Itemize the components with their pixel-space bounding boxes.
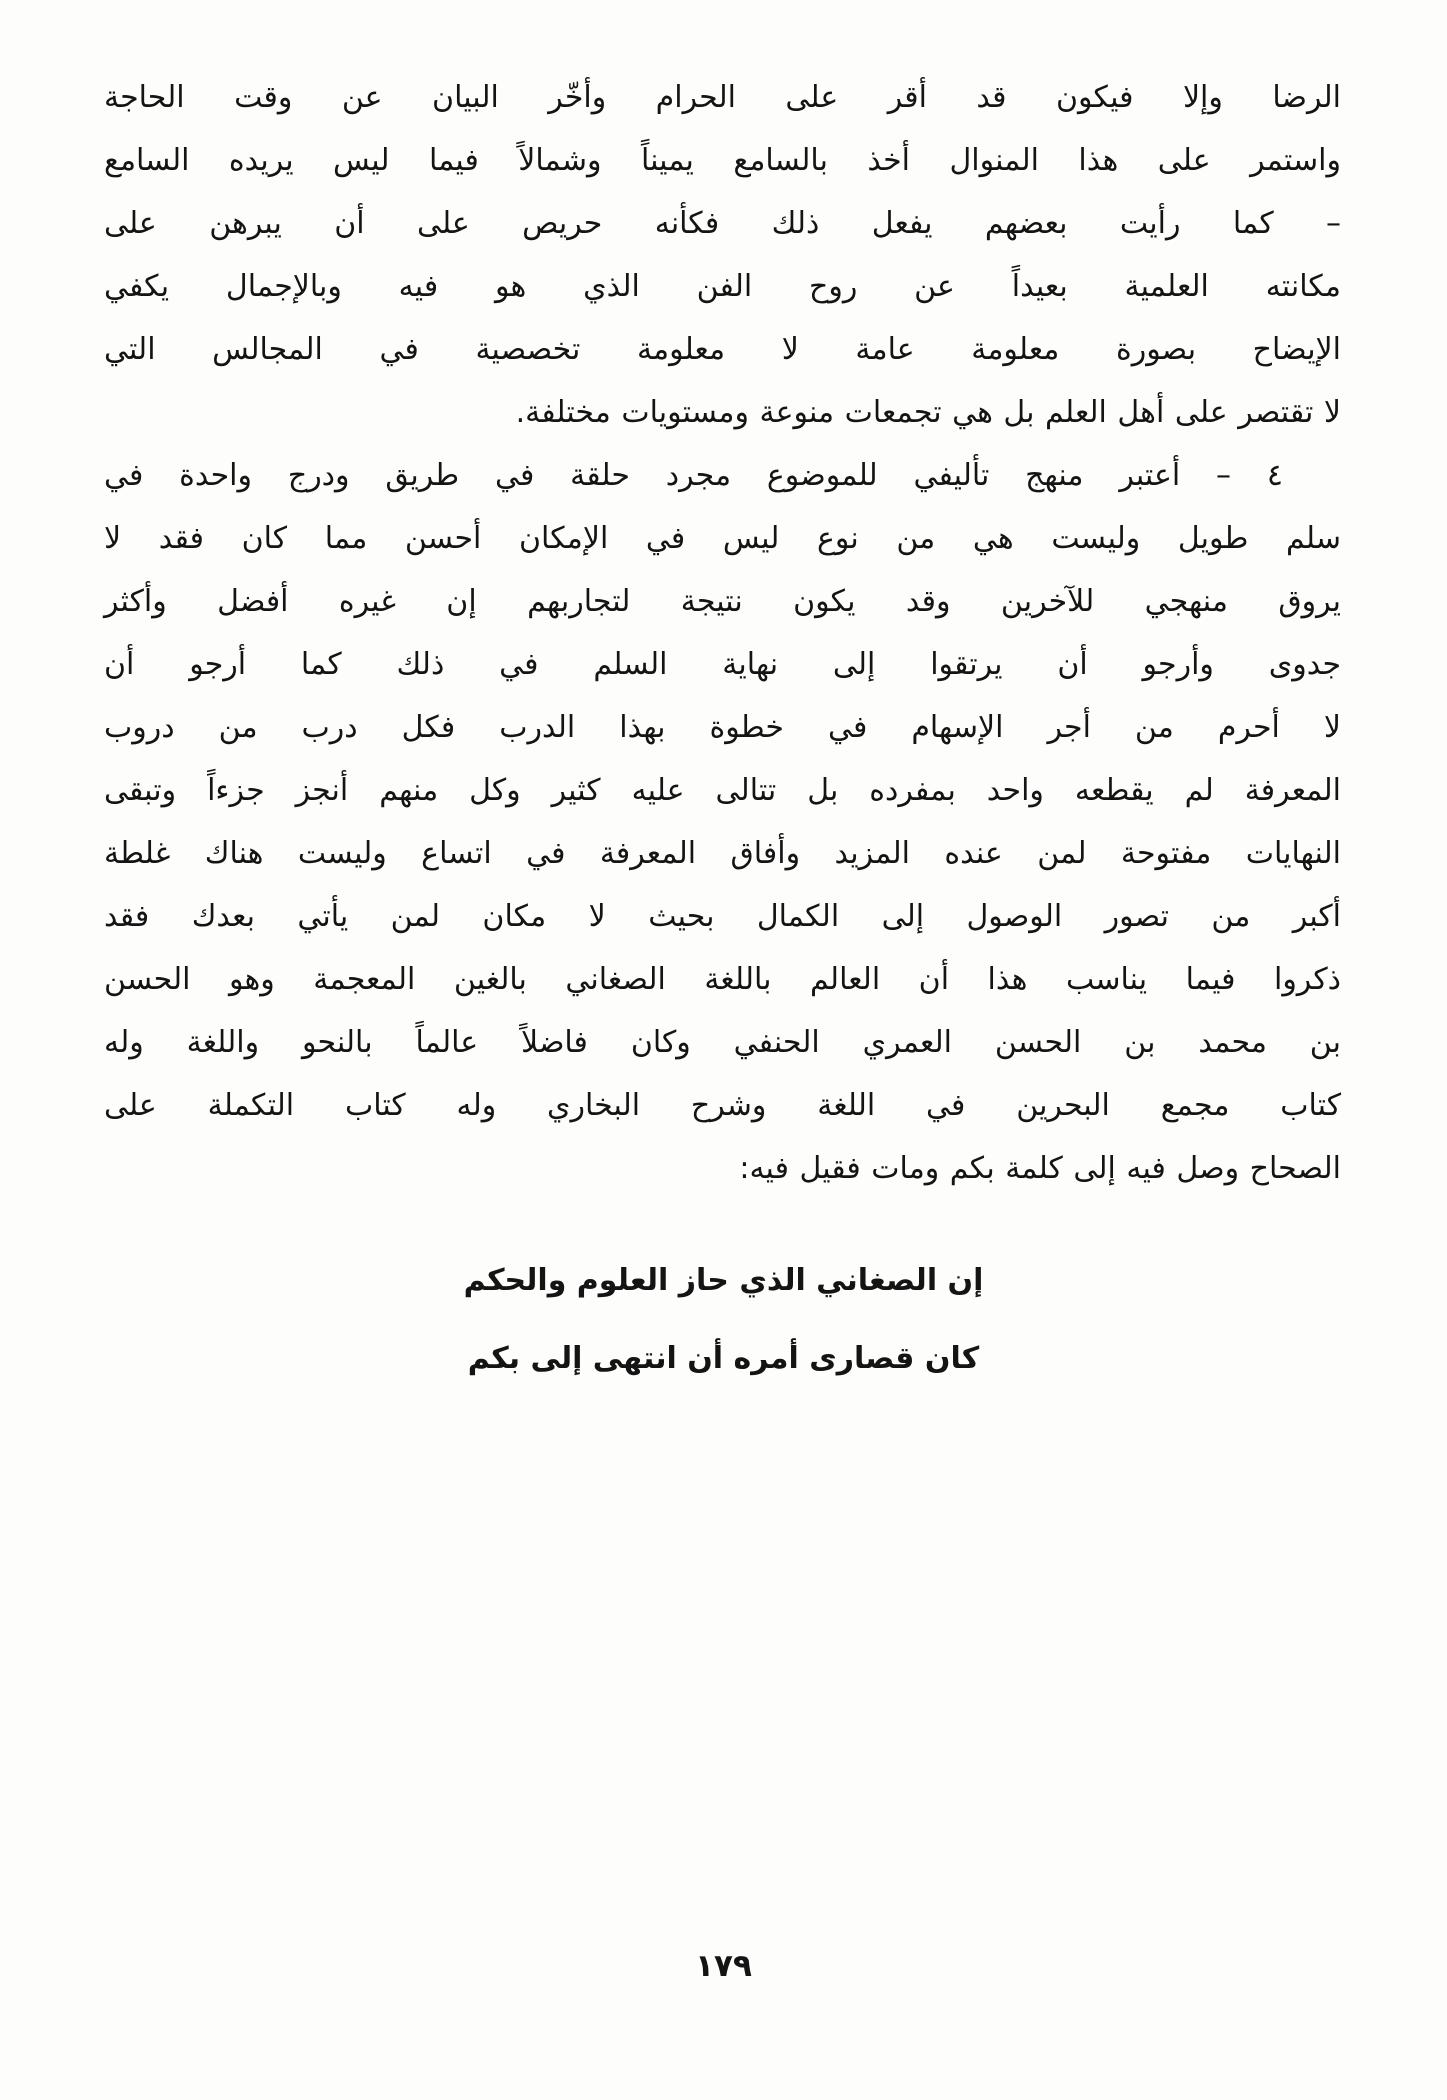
body-line: جدوى وأرجو أن يرتقوا إلى نهاية السلم في ذلك كما أرجو أن: [104, 647, 1341, 682]
body-line: الرضا وإلا فيكون قد أقر على الحرام وأخّر البيان عن وقت الحاجة: [104, 80, 1341, 115]
body-text: [104, 66, 1341, 1200]
page-number: ١٧٩: [695, 1948, 752, 1984]
body-line: سلم طويل وليست هي من نوع ليس في الإمكان أحسن مما كان فقد لا: [104, 521, 1341, 556]
body-line: المعرفة لم يقطعه واحد بمفرده بل تتالى عليه كثير وكل منهم أنجز جزءاً وتبقى: [104, 773, 1341, 808]
body-line: – كما رأيت بعضهم يفعل ذلك فكأنه حريص على أن يبرهن على: [104, 206, 1341, 241]
body-line: بن محمد بن الحسن العمري الحنفي وكان فاضلاً عالماً بالنحو واللغة وله: [104, 1025, 1341, 1060]
body-line: الصحاح وصل فيه إلى كلمة بكم ومات فقيل فيه:: [739, 1151, 1341, 1186]
body-line: الإيضاح بصورة معلومة عامة لا معلومة تخصصية في المجالس التي: [104, 332, 1341, 367]
body-line: ٤ – أعتبر منهج تأليفي للموضوع مجرد حلقة في طريق ودرج واحدة في: [104, 458, 1283, 493]
body-line: واستمر على هذا المنوال أخذ بالسامع يميناً وشمالاً فيما ليس يريده السامع: [104, 143, 1341, 178]
poem-line: إن الصغاني الذي حاز العلوم والحكم: [463, 1263, 984, 1298]
body-line: مكانته العلمية بعيداً عن روح الفن الذي هو فيه وبالإجمال يكفي: [104, 269, 1341, 304]
body-line: أكبر من تصور الوصول إلى الكمال بحيث لا مكان لمن يأتي بعدك فقد: [104, 899, 1341, 934]
body-line: لا تقتصر على أهل العلم بل هي تجمعات منوعة ومستويات مختلفة.: [515, 395, 1341, 430]
body-line: كتاب مجمع البحرين في اللغة وشرح البخاري وله كتاب التكملة على: [104, 1088, 1341, 1123]
poem-line: كان قصارى أمره أن انتهى إلى بكم: [467, 1341, 980, 1376]
body-line: ذكروا فيما يناسب هذا أن العالم باللغة الصغاني بالغين المعجمة وهو الحسن: [104, 962, 1341, 997]
body-line: النهايات مفتوحة لمن عنده المزيد وأفاق المعرفة في اتساع وليست هناك غلطة: [104, 836, 1341, 871]
body-line: يروق منهجي للآخرين وقد يكون نتيجة لتجاربهم إن غيره أفضل وأكثر: [104, 584, 1341, 619]
body-line: لا أحرم من أجر الإسهام في خطوة بهذا الدرب فكل درب من دروب: [104, 710, 1341, 745]
poetry-couplet: [0, 1242, 1447, 1398]
